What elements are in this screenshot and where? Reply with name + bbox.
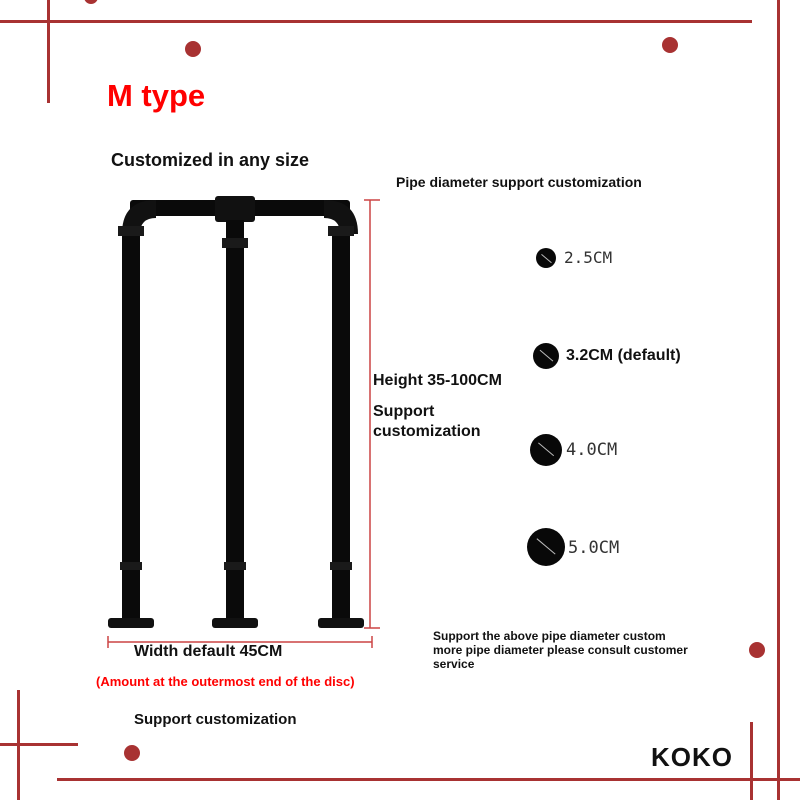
pipe-diameter-heading: Pipe diameter support customization bbox=[396, 174, 642, 190]
middle-lower-fitting bbox=[224, 562, 246, 570]
pipe-diameter-dot-25 bbox=[536, 248, 556, 268]
right-flange bbox=[318, 618, 364, 628]
right-fitting bbox=[328, 226, 354, 236]
middle-flange bbox=[212, 618, 258, 628]
middle-fitting bbox=[222, 238, 248, 248]
frame-top-line bbox=[0, 20, 752, 23]
frame-left-bottom-vertical bbox=[17, 690, 20, 800]
pipe-diameter-label: 2.5CM bbox=[564, 248, 613, 267]
pipe-diameter-dot-32 bbox=[533, 343, 559, 369]
frame-left-vertical bbox=[47, 0, 50, 103]
pipe-frame-illustration bbox=[100, 190, 390, 640]
pipe-diameter-label: 5.0CM bbox=[568, 538, 620, 558]
height-support-label: Support bbox=[373, 403, 435, 420]
frame-lower-left-line bbox=[0, 743, 78, 746]
left-lower-fitting bbox=[120, 562, 142, 570]
width-note: (Amount at the outermost end of the disc) bbox=[96, 674, 355, 689]
custom-diameter-note: Support the above pipe diameter custom more pipe diameter please consult customer service bbox=[433, 629, 688, 671]
frame-bottom-line bbox=[57, 778, 800, 781]
middle-leg bbox=[226, 220, 244, 620]
pipe-diameter-dot-50 bbox=[527, 528, 565, 566]
width-label: Width default 45CM bbox=[134, 643, 283, 660]
frame-right-vertical bbox=[777, 0, 780, 800]
customized-heading: Customized in any size bbox=[111, 150, 310, 170]
support-customization-text: Support customization bbox=[134, 711, 297, 728]
brand-logo: KOKO bbox=[651, 742, 733, 772]
decor-dot bbox=[124, 745, 140, 761]
decor-dot bbox=[749, 642, 765, 658]
left-leg bbox=[122, 228, 140, 620]
height-customization-label: customization bbox=[373, 423, 481, 440]
pipe-diameter-label: 4.0CM bbox=[566, 440, 618, 460]
pipe-diameter-label-default: 3.2CM (default) bbox=[566, 347, 681, 364]
decor-dot bbox=[662, 37, 678, 53]
right-leg bbox=[332, 228, 350, 620]
frame-bottom-right-vertical bbox=[750, 722, 753, 800]
pipe-diameter-dot-40 bbox=[530, 434, 562, 466]
right-lower-fitting bbox=[330, 562, 352, 570]
tee-connector bbox=[215, 196, 255, 222]
left-flange bbox=[108, 618, 154, 628]
left-fitting bbox=[118, 226, 144, 236]
product-type-title: M type bbox=[107, 78, 206, 113]
decor-dot bbox=[84, 0, 98, 4]
height-range-label: Height 35-100CM bbox=[373, 372, 502, 389]
decor-dot bbox=[185, 41, 201, 57]
